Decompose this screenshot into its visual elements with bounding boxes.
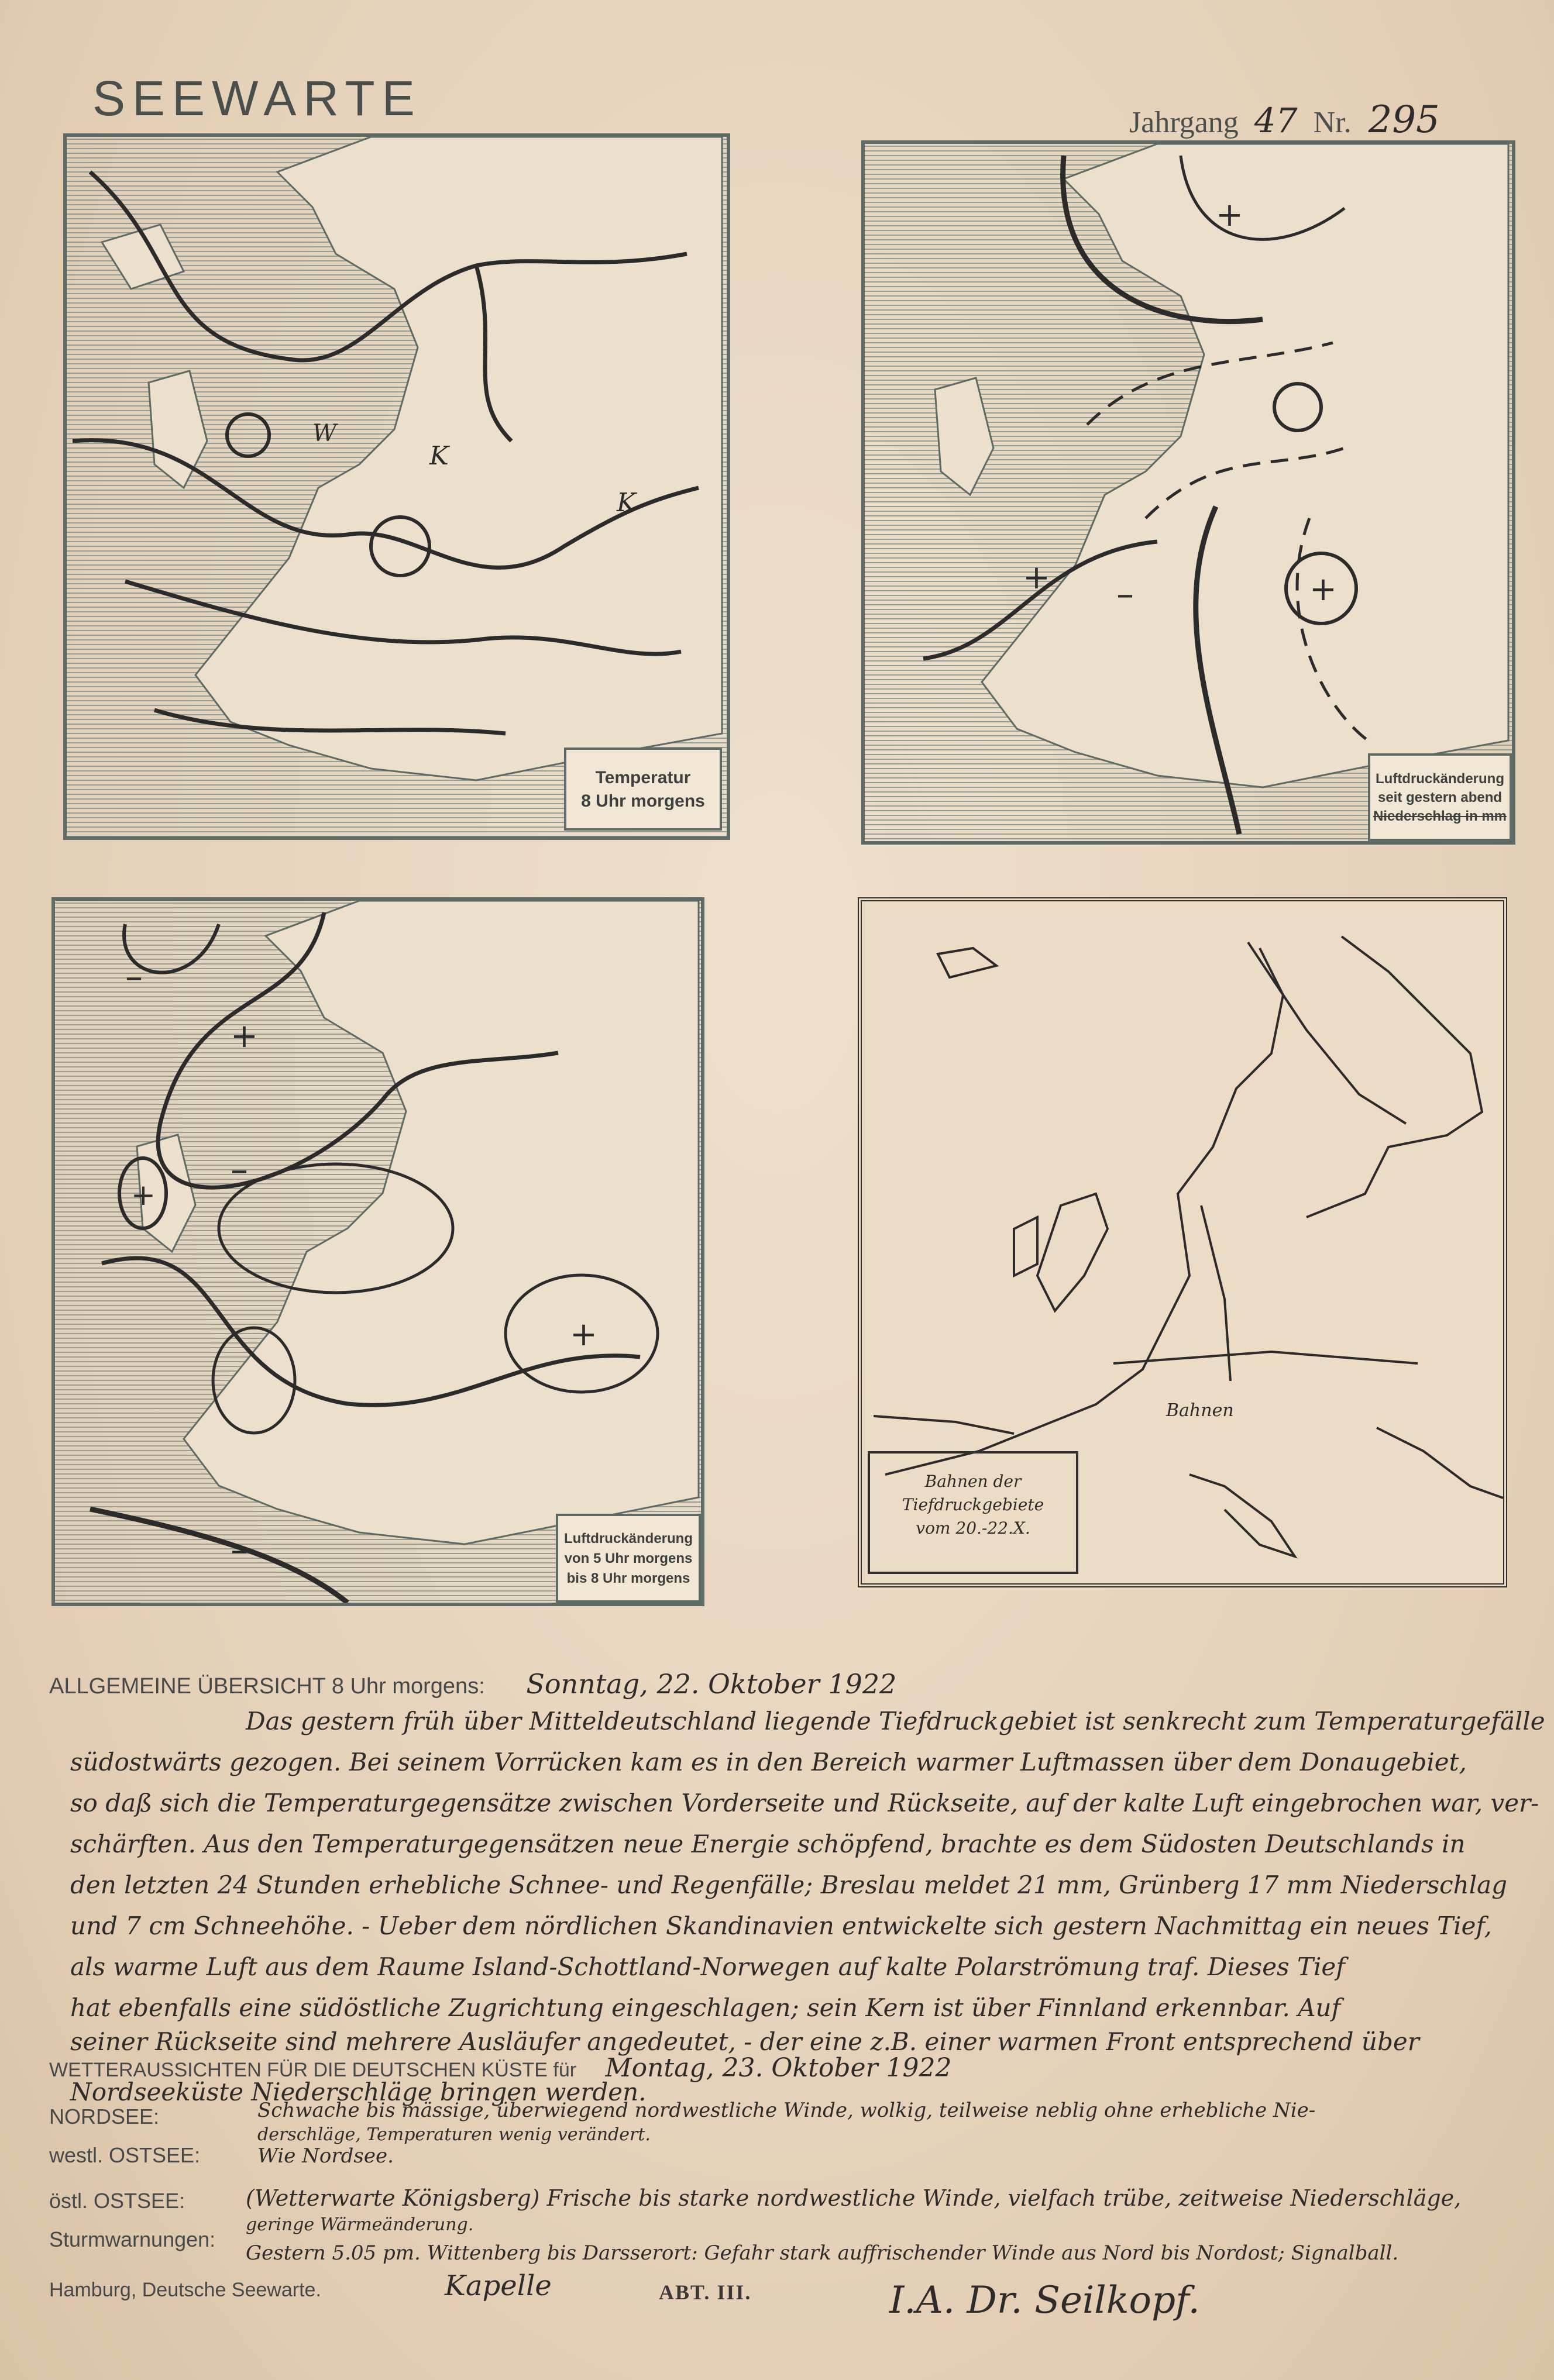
forecast-label: WETTERAUSSICHTEN FÜR DIE DEUTSCHEN KÜSTE für	[49, 2059, 577, 2081]
overview-line-4: schärften. Aus den Temperaturgegensätzen neue Energie schöpfend, brachte es dem Südosten Deutschlands in	[70, 1830, 1466, 1858]
svg-text:+: +	[1309, 570, 1337, 608]
west-ostsee-label: westl. OSTSEE:	[49, 2143, 201, 2167]
footer-origin: Hamburg, Deutsche Seewarte.	[49, 2279, 321, 2301]
overview-line-6: und 7 cm Schneehöhe. - Ueber dem nördlichen Skandinavien entwickelte sich gestern Nachmittag ein neues Tief,	[70, 1911, 1492, 1940]
svg-text:K: K	[429, 441, 449, 471]
temperature-legend-line1: Temperatur	[595, 768, 691, 787]
publication-title: SEEWARTE	[92, 71, 422, 126]
svg-text:+: +	[231, 1017, 258, 1055]
nordsee-label: NORDSEE:	[49, 2105, 160, 2128]
pressure-change-morning-map	[51, 897, 704, 1606]
svg-text:+: +	[131, 1178, 156, 1212]
jahrgang-value: 47	[1254, 101, 1298, 140]
pressure-morning-legend-line1: Luftdruckänderung	[564, 1531, 693, 1547]
overview-line-5: den letzten 24 Stunden erhebliche Schnee- und Regenfälle; Breslau meldet 21 mm, Grünberg 17 mm Niederschlag	[70, 1871, 1508, 1899]
signature-seilkopf: I.A. Dr. Seilkopf.	[889, 2279, 1200, 2322]
overview-line-8: hat ebenfalls eine südöstliche Zugrichtung eingeschlagen; sein Kern ist über Finnland erkennbar. Auf	[70, 1993, 1341, 2022]
nr-label: Nr.	[1313, 106, 1352, 139]
overview-line-1: Das gestern früh über Mitteldeutschland liegende Tiefdruckgebiet ist senkrecht zum Temperaturgefälle	[246, 1707, 1545, 1735]
overview-line-7: als warme Luft aus dem Raume Island-Schottland-Norwegen auf kalte Polarströmung traf. Dieses Tief	[70, 1952, 1345, 1981]
svg-text:+: +	[1023, 559, 1050, 597]
overview-line-9: seiner Rückseite sind mehrere Ausläufer angedeutet, - der eine z.B. einer warmen Front entsprechend über	[70, 2027, 1419, 2056]
ost-ostsee-text: (Wetterwarte Königsberg) Frische bis starke nordwestliche Winde, vielfach trübe, zeitweise Niederschläge,	[246, 2185, 1462, 2211]
pressure-evening-legend-line2: seit gestern abend	[1377, 790, 1503, 805]
tracks-legend-line1: Bahnen der	[924, 1472, 1022, 1491]
storm-warnings-text: Gestern 5.05 pm. Wittenberg bis Darsserort: Gefahr stark auffrischender Winde aus Nord bis Nordost; Signalball.	[246, 2241, 1399, 2265]
department-label: ABT. III.	[659, 2281, 752, 2304]
temperature-map-drawing	[67, 137, 727, 836]
signature-kapelle: Kapelle	[445, 2269, 552, 2302]
svg-text:+: +	[1216, 196, 1243, 234]
storm-warnings-label: Sturmwarnungen:	[49, 2227, 216, 2251]
nordsee-text-2: derschläge, Temperaturen wenig verändert.	[257, 2124, 651, 2145]
ost-ostsee-text-2: geringe Wärmeänderung.	[246, 2214, 474, 2235]
svg-text:–: –	[125, 956, 143, 997]
overview-label: ALLGEMEINE ÜBERSICHT 8 Uhr morgens:	[49, 1674, 485, 1699]
tracks-legend-line2: Tiefdruckgebiete	[902, 1495, 1044, 1514]
nordsee-text: Schwache bis mässige, überwiegend nordwestliche Winde, wolkig, teilweise neblig ohne erhebliche Nie-	[257, 2099, 1316, 2122]
pressure-change-evening-map	[861, 140, 1515, 845]
pressure-change-morning-drawing	[55, 901, 701, 1603]
temperature-legend	[564, 748, 722, 831]
svg-text:–: –	[1116, 574, 1134, 615]
svg-text:K: K	[617, 488, 636, 518]
temperature-map	[63, 133, 730, 840]
jahrgang-label: Jahrgang	[1129, 106, 1239, 139]
overview-heading	[49, 1668, 896, 1700]
svg-text:+: +	[570, 1315, 597, 1353]
overview-line-10: Nordseeküste Niederschläge bringen werden.	[70, 2078, 647, 2106]
pressure-morning-legend-line3: bis 8 Uhr morgens	[566, 1570, 690, 1586]
pressure-change-evening-drawing	[865, 144, 1512, 841]
temperature-legend-line2: 8 Uhr morgens	[581, 791, 705, 811]
svg-text:Bahnen: Bahnen	[1166, 1400, 1234, 1421]
overview-date: Sonntag, 22. Oktober 1922	[526, 1668, 897, 1700]
pressure-evening-legend-line3: Niederschlag in mm	[1373, 808, 1507, 824]
issue-info	[1129, 98, 1440, 142]
svg-text:–: –	[231, 1530, 248, 1570]
pressure-morning-legend-line2: von 5 Uhr morgens	[564, 1551, 693, 1566]
forecast-heading	[49, 2053, 952, 2083]
nr-value: 295	[1368, 98, 1440, 142]
pressure-morning-legend	[556, 1514, 701, 1603]
pressure-evening-legend	[1368, 753, 1512, 841]
tracks-legend	[868, 1451, 1078, 1574]
tracks-map	[858, 897, 1507, 1587]
forecast-date: Montag, 23. Oktober 1922	[605, 2053, 952, 2083]
svg-text:W: W	[312, 420, 337, 447]
west-ostsee-text: Wie Nordsee.	[257, 2144, 394, 2168]
svg-text:–: –	[231, 1149, 248, 1190]
pressure-evening-legend-line1: Luftdruckänderung	[1376, 771, 1504, 787]
ost-ostsee-label: östl. OSTSEE:	[49, 2189, 185, 2213]
tracks-legend-line3: vom 20.-22.X.	[916, 1518, 1030, 1538]
overview-line-3: so daß sich die Temperaturgegensätze zwischen Vorderseite und Rückseite, auf der kalte Luft eingebrochen war, ver-	[70, 1789, 1539, 1817]
overview-line-2: südostwärts gezogen. Bei seinem Vorrücken kam es in den Bereich warmer Luftmassen über dem Donaugebiet,	[70, 1748, 1467, 1776]
